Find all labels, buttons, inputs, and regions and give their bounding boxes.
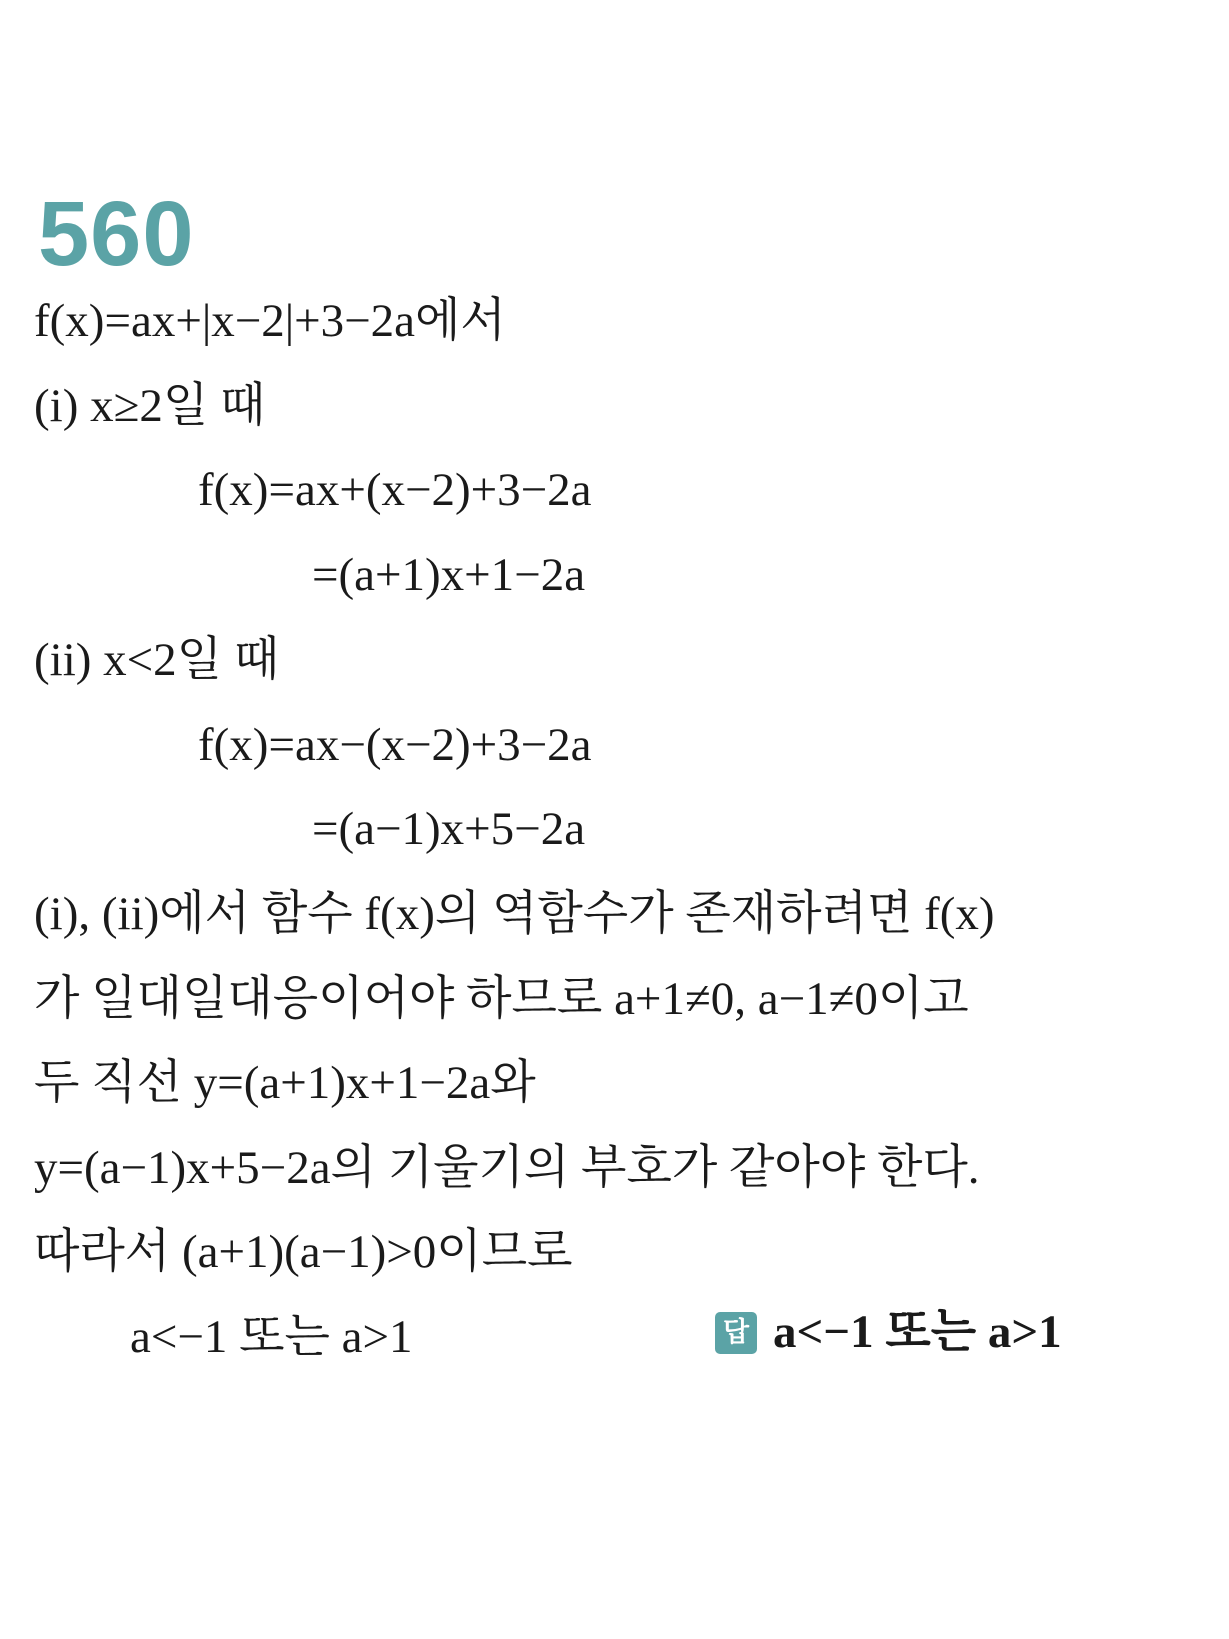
solution-line-result: a<−1 또는 a>1 [130, 1311, 413, 1363]
problem-number: 560 [38, 183, 195, 285]
solution-line-case-2-step-2: =(a−1)x+5−2a [312, 803, 586, 855]
solution-line-case-1-step-2: =(a+1)x+1−2a [312, 549, 586, 601]
solution-line-case-1-step-1: f(x)=ax+(x−2)+3−2a [198, 464, 592, 516]
solution-line-therefore: 따라서 (a+1)(a−1)>0이므로 [34, 1226, 573, 1278]
solution-line-inverse-condition: (i), (ii)에서 함수 f(x)의 역함수가 존재하려면 f(x) [34, 888, 995, 940]
solution-line-case-1-heading: (i) x≥2일 때 [34, 380, 266, 432]
solution-line-case-2-heading: (ii) x<2일 때 [34, 634, 280, 686]
solution-line-function-definition: f(x)=ax+|x−2|+3−2a에서 [34, 295, 506, 347]
solution-line-case-2-step-1: f(x)=ax−(x−2)+3−2a [198, 719, 592, 771]
solution-line-two-lines: 두 직선 y=(a+1)x+1−2a와 [34, 1057, 536, 1109]
answer [715, 1306, 1062, 1358]
answer-text: a<−1 또는 a>1 [773, 1306, 1062, 1358]
solution-line-same-slope-sign: y=(a−1)x+5−2a의 기울기의 부호가 같아야 한다. [34, 1142, 980, 1194]
answer-badge: 답 [715, 1312, 757, 1354]
solution-line-one-to-one: 가 일대일대응이어야 하므로 a+1≠0, a−1≠0이고 [34, 973, 969, 1025]
